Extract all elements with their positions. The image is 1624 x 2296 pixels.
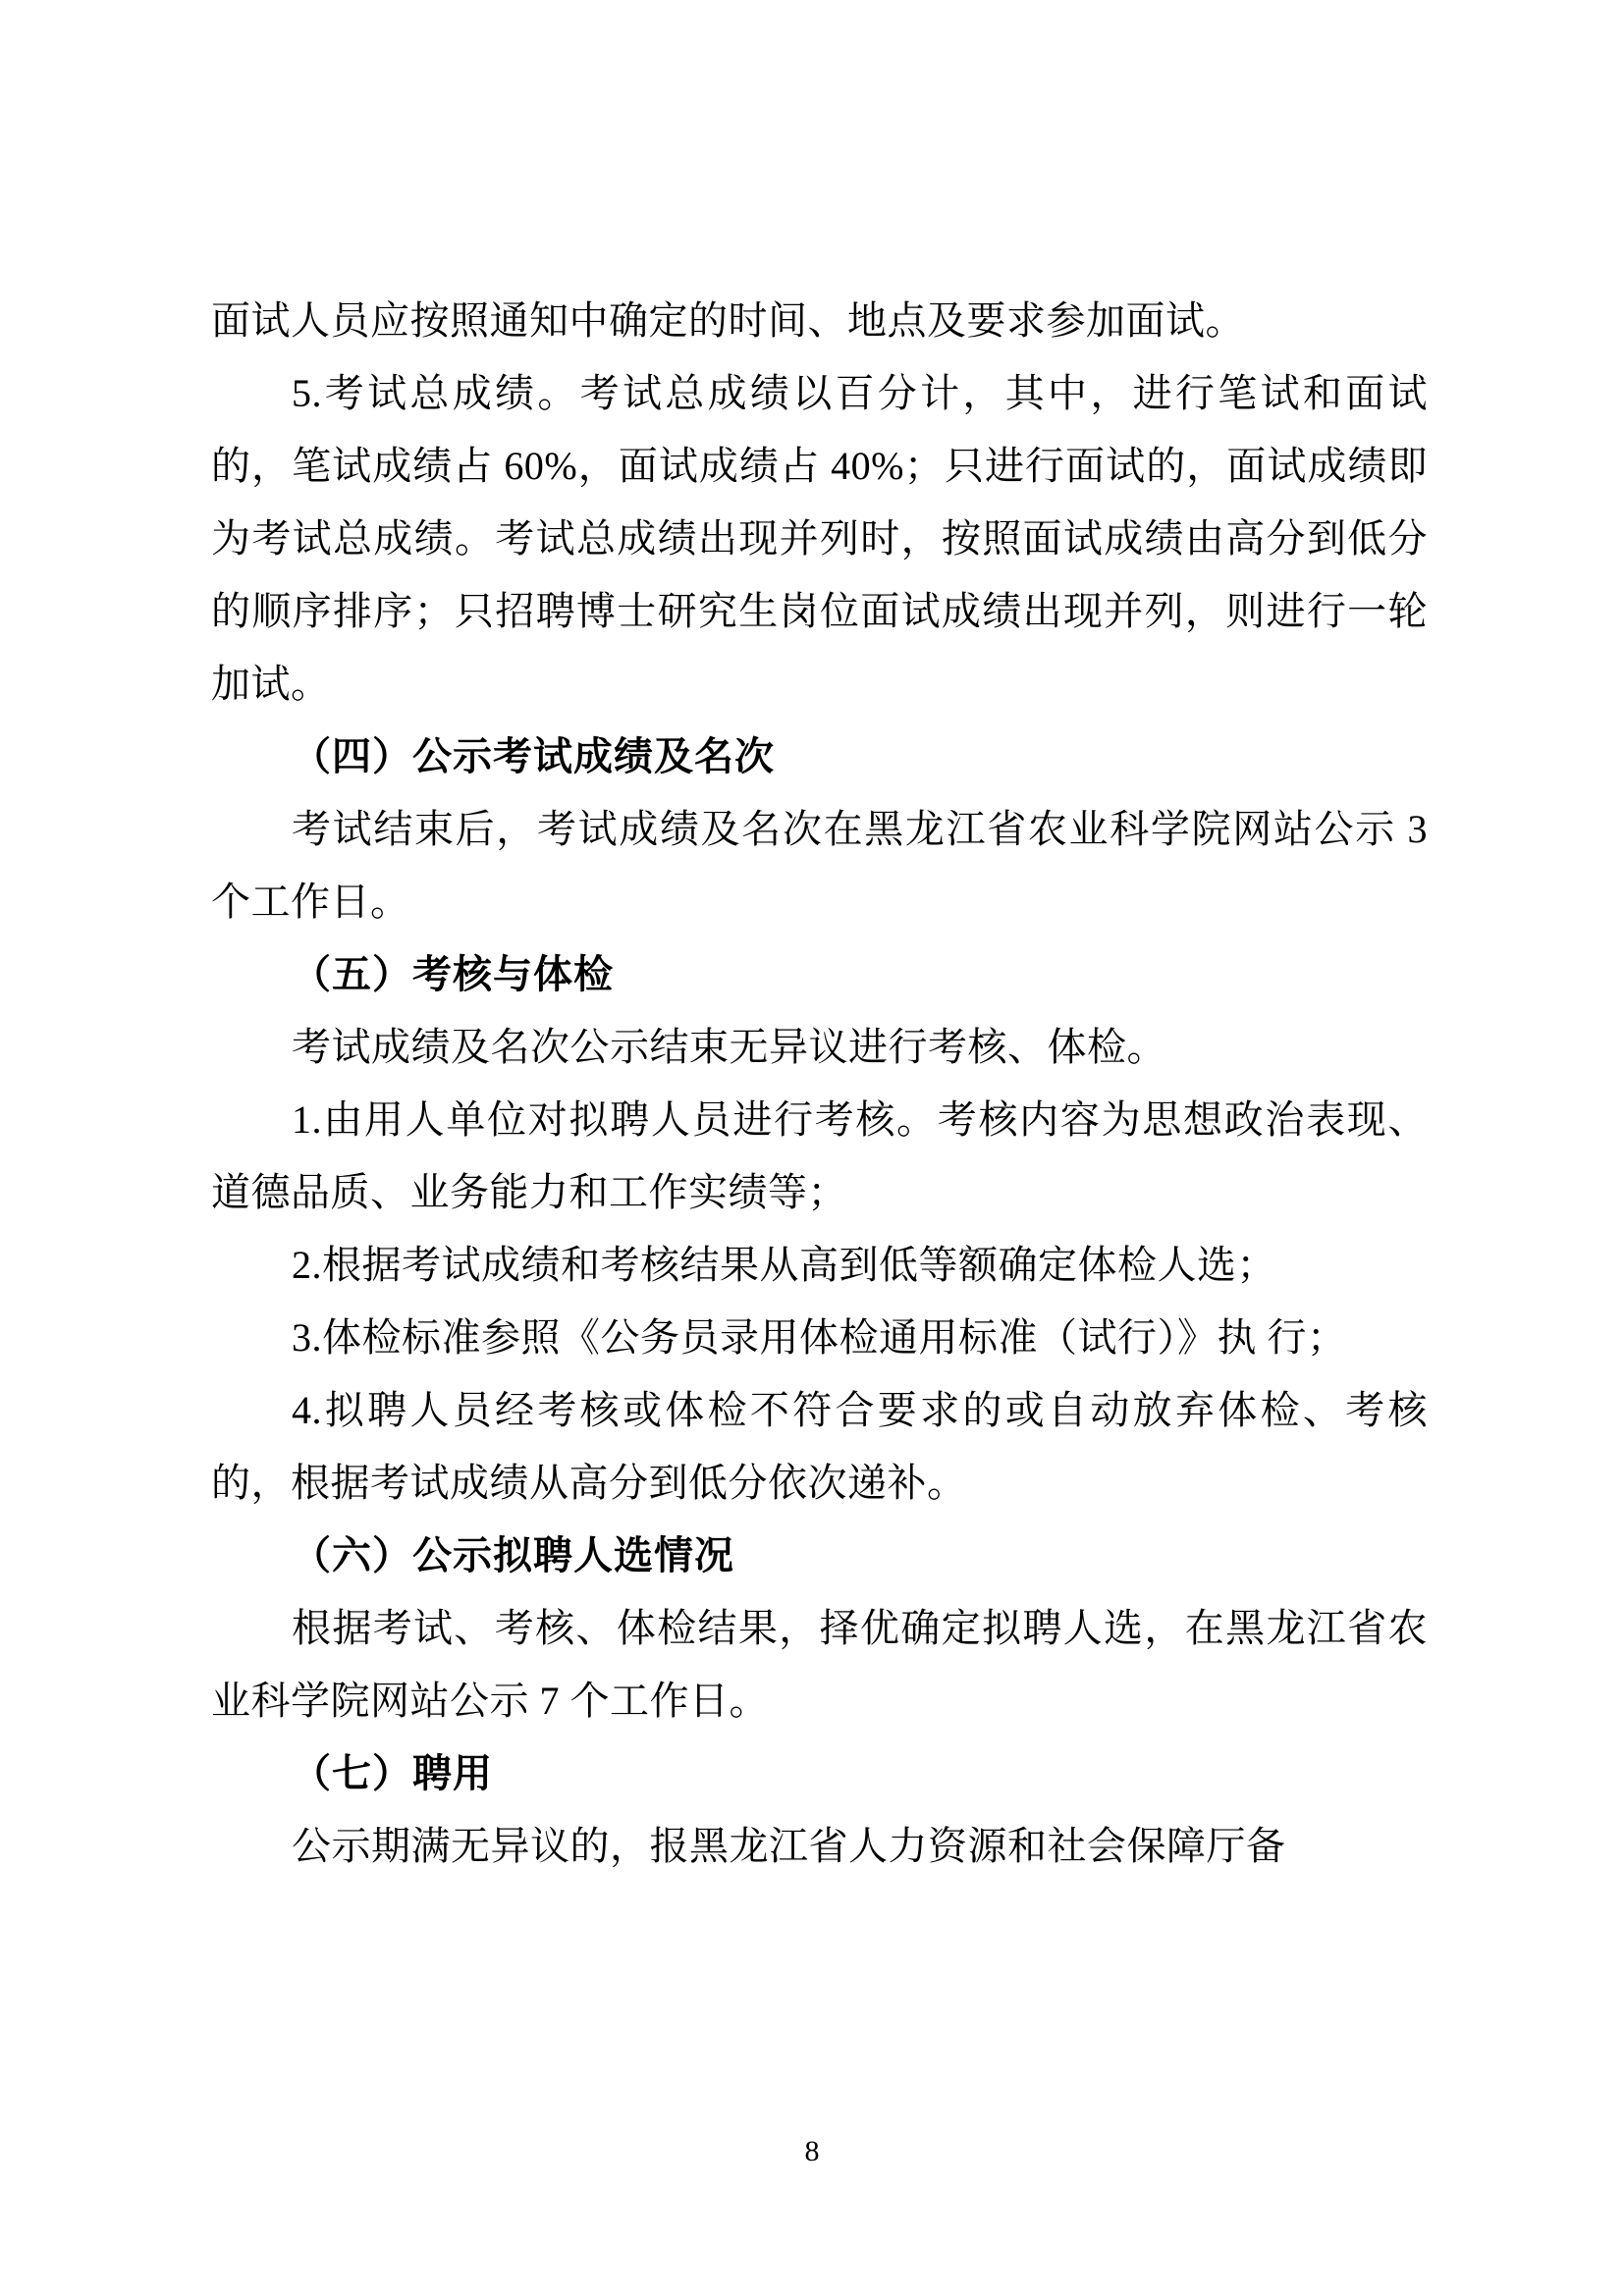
paragraph-candidate-publicity: 根据考试、考核、体检结果，择优确定拟聘人选，在黑龙江省农业科学院网站公示 7 个工作日。 xyxy=(211,1606,1428,1723)
paragraph-total-score: 5.考试总成绩。考试总成绩以百分计，其中，进行笔试和面试的，笔试成绩占 60%，面试成绩占 40%；只进行面试的，面试成绩即为考试总成绩。考试总成绩出现并列时，按照面试成绩由高分到低分的顺序排序；只招聘博士研究生岗位面试成绩出现并列，则进行一轮加试。 xyxy=(211,371,1428,706)
paragraph-assessment-intro: 考试成绩及名次公示结束无异议进行考核、体检。 xyxy=(292,1025,1166,1069)
paragraph-item-1: 1.由用人单位对拟聘人员进行考核。考核内容为思想政治表现、道德品质、业务能力和工作实绩等； xyxy=(211,1097,1428,1214)
page-number: 8 xyxy=(804,2135,820,2167)
paragraph-item-3: 3.体检标准参照《公务员录用体检通用标准（试行）》执 行； xyxy=(292,1315,1347,1360)
paragraph-item-2: 2.根据考试成绩和考核结果从高到低等额确定体检人选； xyxy=(292,1243,1276,1287)
heading-section-four: （四）公示考试成绩及名次 xyxy=(292,733,775,779)
paragraph-item-4: 4.拟聘人员经考核或体检不符合要求的或自动放弃体检、考核的，根据考试成绩从高分到低分依次递补。 xyxy=(211,1388,1428,1505)
paragraph-employment: 公示期满无异议的，报黑龙江省人力资源和社会保障厅备 xyxy=(292,1824,1286,1868)
document-body xyxy=(211,285,1428,1883)
paragraph-score-publicity: 考试结束后，考试成绩及名次在黑龙江省农业科学院网站公示 3 个工作日。 xyxy=(211,807,1428,924)
heading-section-seven: （七）聘用 xyxy=(292,1750,493,1796)
paragraph-interview-notice: 面试人员应按照通知中确定的时间、地点及要求参加面试。 xyxy=(211,298,1245,343)
heading-section-six: （六）公示拟聘人选情况 xyxy=(292,1532,734,1578)
heading-section-five: （五）考核与体检 xyxy=(292,951,614,997)
